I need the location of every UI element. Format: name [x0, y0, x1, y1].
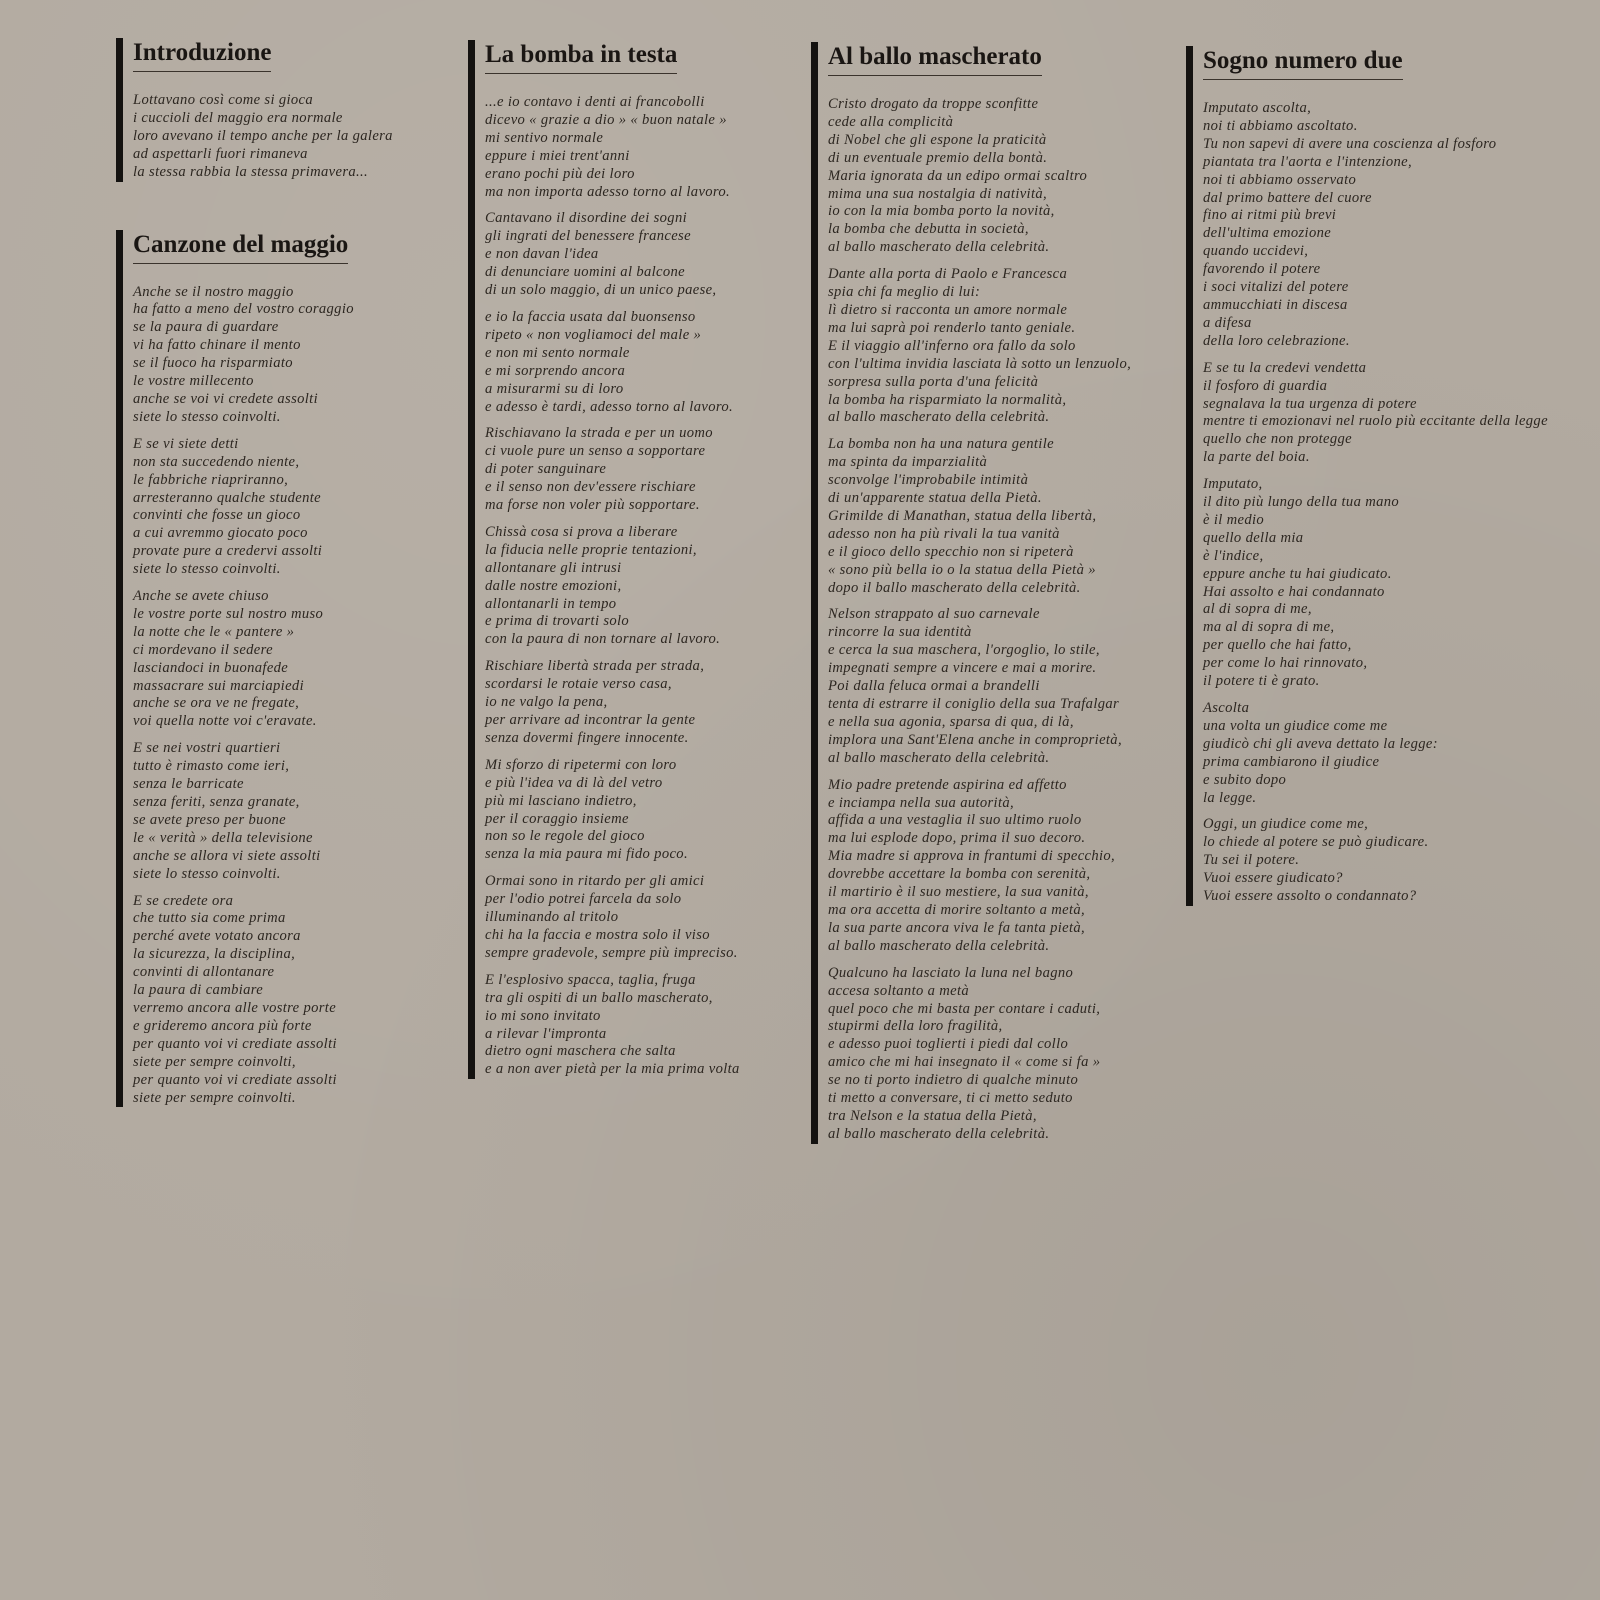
lyric-line: E il viaggio all'inferno ora fallo da solo — [828, 337, 1076, 354]
lyric-line: a misurarmi su di loro — [485, 380, 624, 397]
lyric-line: se il fuoco ha risparmiato — [133, 355, 293, 372]
lyric-line: rincorre la sua identità — [828, 624, 972, 641]
lyric-line: Ascolta — [1203, 700, 1250, 716]
lyric-line: e mi sorprendo ancora — [485, 362, 626, 379]
lyric-line: Mi sforzo di ripetermi con loro — [485, 756, 677, 773]
lyric-line: Imputato, — [1203, 476, 1263, 493]
lyric-line: Poi dalla feluca ormai a brandelli — [828, 678, 1040, 695]
lyric-line: una volta un giudice come me — [1203, 717, 1388, 734]
lyric-line: Tu sei il potere. — [1203, 852, 1300, 869]
lyric-line: siete per sempre coinvolti. — [133, 1089, 296, 1106]
stanza — [133, 740, 393, 883]
lyric-line: a difesa — [1203, 314, 1252, 331]
stanza — [133, 588, 393, 731]
lyric-line: dell'ultima emozione — [1203, 225, 1332, 242]
lyric-line: io mi sono invitato — [485, 1007, 601, 1024]
lyric-line: Cantavano il disordine dei sogni — [485, 210, 687, 227]
lyric-line: la legge. — [1203, 789, 1257, 806]
lyric-line: favorendo il potere — [1203, 261, 1321, 278]
lyric-line: « sono più bella io o la statua della Pietà » — [828, 561, 1096, 578]
song-title: Sogno numero due — [1203, 46, 1403, 80]
song-title: Canzone del maggio — [133, 230, 348, 264]
stanza — [1203, 360, 1548, 467]
lyric-line: Anche se il nostro maggio — [133, 283, 294, 300]
lyric-line: siete lo stesso coinvolti. — [133, 865, 281, 882]
lyric-line: ci mordevano il sedere — [133, 641, 273, 658]
lyric-line: chi ha la faccia e mostra solo il viso — [485, 926, 710, 943]
lyric-line: siete per sempre coinvolti, — [133, 1053, 296, 1070]
lyric-line: E se tu la credevi vendetta — [1203, 359, 1367, 376]
lyric-line: al ballo mascherato della celebrità. — [828, 1125, 1050, 1142]
lyric-line: la notte che le « pantere » — [133, 623, 295, 640]
lyric-line: anche se ora ve ne fregate, — [133, 695, 300, 712]
lyric-line: le vostre millecento — [133, 373, 254, 390]
lyric-line: al ballo mascherato della celebrità. — [828, 409, 1050, 426]
lyric-line: giudicò chi gli aveva dettato la legge: — [1203, 735, 1438, 752]
lyric-line: affida a una vestaglia il suo ultimo ruolo — [828, 812, 1082, 829]
lyric-line: dal primo battere del cuore — [1203, 189, 1372, 206]
lyric-line: dovrebbe accettare la bomba con serenità, — [828, 866, 1091, 883]
lyric-line: lasciandoci in buonafede — [133, 659, 289, 676]
lyric-line: quello della mia — [1203, 529, 1304, 546]
lyric-line: mi sentivo normale — [485, 129, 604, 146]
lyric-line: le fabbriche riapriranno, — [133, 471, 289, 488]
lyric-line: e a non aver pietà per la mia prima volta — [485, 1061, 740, 1078]
lyric-line: ha fatto a meno del vostro coraggio — [133, 301, 354, 318]
stanza — [485, 873, 740, 963]
lyric-line: tra Nelson e la statua della Pietà, — [828, 1107, 1037, 1124]
lyric-line: le vostre porte sul nostro muso — [133, 605, 324, 622]
lyric-line: ma al di sopra di me, — [1203, 619, 1335, 636]
lyric-line: scordarsi le rotaie verso casa, — [485, 676, 672, 693]
lyric-line: siete lo stesso coinvolti. — [133, 408, 281, 425]
lyric-line: ci vuole pure un senso a sopportare — [485, 443, 706, 460]
lyric-line: a cui avremmo giocato poco — [133, 525, 308, 542]
stanza — [485, 972, 740, 1079]
column-2 — [468, 40, 740, 1088]
lyric-line: e adesso puoi toglierti i piedi dal collo — [828, 1036, 1069, 1053]
lyric-line: i cuccioli del maggio era normale — [133, 109, 343, 126]
stanza — [133, 284, 393, 427]
lyric-line: e più l'idea va di là del vetro — [485, 774, 663, 791]
lyric-line: Rischiare libertà strada per strada, — [485, 658, 705, 675]
lyric-line: dietro ogni maschera che salta — [485, 1043, 676, 1060]
lyric-line: e cerca la sua maschera, l'orgoglio, lo stile, — [828, 642, 1100, 659]
lyric-line: che tutto sia come prima — [133, 910, 286, 927]
column-1 — [116, 38, 393, 1116]
lyric-line: accesa soltanto a metà — [828, 982, 970, 999]
lyric-line: senza feriti, senza granate, — [133, 794, 300, 810]
lyric-line: fino ai ritmi più brevi — [1203, 207, 1337, 224]
lyric-line: e subito dopo — [1203, 771, 1287, 788]
lyric-line: Grimilde di Manathan, statua della libertà, — [828, 507, 1097, 524]
lyric-line: al ballo mascherato della celebrità. — [828, 937, 1050, 954]
lyric-line: mima una sua nostalgia di natività, — [828, 185, 1047, 202]
lyric-line: E l'esplosivo spacca, taglia, fruga — [485, 971, 696, 988]
lyric-line: adesso non ha più rivali la tua vanità — [828, 525, 1060, 542]
stanza — [1203, 700, 1548, 807]
lyric-line: il martirio è il suo mestiere, la sua vanità, — [828, 884, 1089, 901]
lyric-line: allontanarli in tempo — [485, 595, 617, 612]
lyric-line: arresteranno qualche studente — [133, 489, 321, 506]
song-section — [116, 230, 393, 1108]
lyric-line: ad aspettarli fuori rimaneva — [133, 145, 308, 162]
lyric-line: la stessa rabbia la stessa primavera... — [133, 163, 368, 180]
lyric-line: Ormai sono in ritardo per gli amici — [485, 873, 705, 890]
lyric-line: Oggi, un giudice come me, — [1203, 816, 1369, 833]
lyric-line: è il medio — [1203, 511, 1265, 528]
lyric-line: Maria ignorata da un edipo ormai scaltro — [828, 167, 1088, 184]
lyric-line: la bomba ha risparmiato la normalità, — [828, 391, 1067, 408]
lyric-line: lì dietro si racconta un amore normale — [828, 301, 1068, 318]
lyric-line: per quello che hai fatto, — [1203, 637, 1352, 654]
lyric-line: La bomba non ha una natura gentile — [828, 436, 1054, 453]
lyric-line: di un'apparente statua della Pietà. — [828, 490, 1042, 507]
lyric-line: per arrivare ad incontrar la gente — [485, 712, 696, 728]
lyric-line: al di sopra di me, — [1203, 601, 1312, 618]
lyric-line: Vuoi essere giudicato? — [1203, 870, 1343, 887]
song-title: Al ballo mascherato — [828, 42, 1042, 76]
lyric-line: sorpresa sulla porta d'una felicità — [828, 373, 1039, 390]
lyric-line: Tu non sapevi di avere una coscienza al fosforo — [1203, 135, 1497, 152]
lyric-line: vi ha fatto chinare il mento — [133, 337, 301, 354]
stanza — [485, 658, 740, 748]
lyric-line: per il coraggio insieme — [485, 810, 629, 827]
lyric-line: e non mi sento normale — [485, 344, 630, 361]
stanza — [828, 96, 1131, 257]
lyric-line: la sua parte ancora viva le fa tanta pietà, — [828, 919, 1086, 936]
lyric-line: gli ingrati del benessere francese — [485, 228, 691, 245]
lyric-line: E se credete ora — [133, 892, 234, 909]
lyric-line: tutto è rimasto come ieri, — [133, 758, 290, 775]
lyric-line: senza le barricate — [133, 776, 244, 793]
lyric-line: spia chi fa meglio di lui: — [828, 284, 981, 301]
lyric-line: con la paura di non tornare al lavoro. — [485, 631, 721, 648]
lyric-line: e adesso è tardi, adesso torno al lavoro. — [485, 398, 733, 415]
lyric-line: loro avevano il tempo anche per la galera — [133, 127, 393, 144]
lyric-line: eppure anche tu hai giudicato. — [1203, 565, 1392, 582]
stanza — [828, 606, 1131, 767]
lyric-line: siete lo stesso coinvolti. — [133, 561, 281, 578]
lyric-line: quello che non protegge — [1203, 431, 1352, 448]
lyric-line: Cristo drogato da troppe sconfitte — [828, 96, 1039, 112]
lyric-line: perché avete votato ancora — [133, 928, 301, 945]
lyric-line: ma non importa adesso torno al lavoro. — [485, 183, 731, 200]
lyric-line: convinti di allontanare — [133, 964, 275, 981]
lyric-line: di un eventuale premio della bontà. — [828, 149, 1048, 166]
lyric-line: dicevo « grazie a dio » « buon natale » — [485, 111, 727, 128]
lyric-line: ma forse non voler più sopportare. — [485, 497, 700, 514]
lyric-line: Mia madre si approva in frantumi di specchio, — [828, 848, 1116, 865]
lyric-line: E se vi siete detti — [133, 435, 239, 452]
lyric-line: implora una Sant'Elena anche in comproprietà, — [828, 731, 1122, 748]
lyric-line: stupirmi della loro fragilità, — [828, 1018, 1003, 1035]
lyric-line: per quanto voi vi crediate assolti — [133, 1035, 337, 1052]
lyric-line: tenta di estrarre il coniglio della sua Trafalgar — [828, 696, 1120, 712]
stanza — [485, 757, 740, 864]
lyric-line: dopo il ballo mascherato della celebrità. — [828, 579, 1081, 596]
lyric-line: se la paura di guardare — [133, 319, 279, 336]
lyric-line: al ballo mascherato della celebrità. — [828, 239, 1050, 256]
lyric-line: della loro celebrazione. — [1203, 332, 1350, 349]
lyric-line: Mio padre pretende aspirina ed affetto — [828, 776, 1067, 793]
lyric-line: ma spinta da imparzialità — [828, 454, 988, 471]
lyric-line: per l'odio potrei farcela da solo — [485, 891, 682, 908]
lyric-line: la sicurezza, la disciplina, — [133, 946, 296, 963]
lyric-line: prima cambiarono il giudice — [1203, 753, 1380, 770]
lyric-line: cede alla complicità — [828, 113, 954, 130]
lyric-line: non so le regole del gioco — [485, 828, 645, 845]
stanza — [133, 92, 393, 182]
column-3 — [811, 42, 1131, 1153]
lyric-line: impegnati sempre a vincere e mai a morire. — [828, 660, 1097, 677]
lyric-line: al ballo mascherato della celebrità. — [828, 749, 1050, 766]
lyric-line: e inciampa nella sua autorità, — [828, 794, 1015, 811]
lyric-line: e io la faccia usata dal buonsenso — [485, 308, 696, 325]
lyric-line: quel poco che mi basta per contare i caduti, — [828, 1000, 1101, 1017]
song-title: La bomba in testa — [485, 40, 677, 74]
lyric-line: e prima di trovarti solo — [485, 613, 630, 630]
lyric-line: noi ti abbiamo osservato — [1203, 171, 1357, 188]
lyric-line: il fosforo di guardia — [1203, 377, 1328, 394]
lyric-line: la paura di cambiare — [133, 982, 264, 999]
lyric-line: ammucchiati in discesa — [1203, 296, 1348, 313]
lyric-line: allontanare gli intrusi — [485, 559, 622, 576]
song-section — [811, 42, 1131, 1144]
lyric-line: illuminando al tritolo — [485, 909, 619, 926]
lyric-line: le « verità » della televisione — [133, 829, 313, 846]
stanza — [828, 965, 1131, 1144]
lyric-line: anche se voi vi credete assolti — [133, 390, 318, 407]
lyric-line: anche se allora vi siete assolti — [133, 847, 321, 864]
lyric-line: Vuoi essere assolto o condannato? — [1203, 888, 1417, 905]
lyric-line: noi ti abbiamo ascoltato. — [1203, 117, 1358, 134]
stanza — [1203, 100, 1548, 351]
lyric-line: più mi lasciano indietro, — [485, 792, 637, 809]
stanza — [133, 436, 393, 579]
lyric-line: e nella sua agonia, sparsa di qua, di là, — [828, 713, 1074, 730]
lyric-line: il dito più lungo della tua mano — [1203, 494, 1400, 511]
stanza — [828, 266, 1131, 427]
lyric-line: Rischiavano la strada e per un uomo — [485, 425, 713, 442]
lyric-line: io con la mia bomba porto la novità, — [828, 203, 1055, 220]
lyric-line: voi quella notte voi c'eravate. — [133, 713, 317, 730]
lyric-line: Nelson strappato al suo carnevale — [828, 606, 1040, 623]
lyric-line: massacrare sui marciapiedi — [133, 677, 304, 694]
lyric-line: Anche se avete chiuso — [133, 588, 269, 605]
lyric-line: e il gioco dello specchio non si ripeterà — [828, 543, 1074, 560]
lyric-line: quando uccidevi, — [1203, 243, 1309, 260]
lyric-line: non sta succedendo niente, — [133, 453, 300, 470]
lyric-line: erano pochi più dei loro — [485, 165, 635, 182]
lyric-line: e non davan l'idea — [485, 246, 599, 263]
lyric-line: la fiducia nelle proprie tentazioni, — [485, 541, 697, 558]
song-section — [116, 38, 393, 182]
lyric-line: di denunciare uomini al balcone — [485, 264, 685, 281]
lyric-line: E se nei vostri quartieri — [133, 740, 281, 757]
lyric-line: Chissà cosa si prova a liberare — [485, 523, 678, 540]
stanza — [828, 777, 1131, 956]
lyric-line: dalle nostre emozioni, — [485, 577, 622, 594]
lyric-line: ma lui esplode dopo, prima il suo decoro. — [828, 830, 1086, 847]
lyric-line: ma ora accetta di morire soltanto a metà, — [828, 901, 1086, 918]
lyric-line: piantata tra l'aorta e l'intenzione, — [1203, 153, 1412, 170]
lyric-line: Hai assolto e hai condannato — [1203, 583, 1385, 600]
lyric-line: mentre ti emozionavi nel ruolo più eccitante della legge — [1203, 413, 1548, 430]
lyric-line: ripeto « non vogliamoci del male » — [485, 326, 702, 343]
lyric-line: verremo ancora alle vostre porte — [133, 999, 337, 1016]
lyric-line: la parte del boia. — [1203, 449, 1310, 466]
lyric-line: di poter sanguinare — [485, 461, 607, 478]
lyric-line: senza la mia paura mi fido poco. — [485, 846, 688, 863]
stanza — [485, 425, 740, 515]
lyric-line: di un solo maggio, di un unico paese, — [485, 282, 717, 299]
lyric-line: per quanto voi vi crediate assolti — [133, 1071, 337, 1088]
lyric-line: lo chiede al potere se può giudicare. — [1203, 834, 1429, 851]
lyric-line: e il senso non dev'essere rischiare — [485, 479, 696, 496]
lyric-line: senza dovermi fingere innocente. — [485, 729, 689, 746]
stanza — [1203, 476, 1548, 691]
lyric-line: Dante alla porta di Paolo e Francesca — [828, 266, 1068, 283]
lyric-line: convinti che fosse un gioco — [133, 507, 301, 524]
lyric-line: Lottavano così come si gioca — [133, 92, 314, 108]
stanza — [485, 524, 740, 649]
lyric-line: per come lo hai rinnovato, — [1203, 655, 1368, 672]
stanza — [828, 436, 1131, 597]
lyric-line: se avete preso per buone — [133, 811, 286, 828]
lyric-line: Imputato ascolta, — [1203, 100, 1312, 116]
song-section — [1186, 46, 1548, 906]
lyric-line: Qualcuno ha lasciato la luna nel bagno — [828, 964, 1074, 981]
lyric-line: ...e io contavo i denti ai francobolli — [485, 94, 705, 110]
lyric-line: è l'indice, — [1203, 547, 1264, 564]
lyric-line: tra gli ospiti di un ballo mascherato, — [485, 989, 713, 1006]
song-section — [468, 40, 740, 1079]
stanza — [485, 94, 740, 201]
lyric-line: il potere ti è grato. — [1203, 673, 1320, 690]
lyric-line: amico che mi hai insegnato il « come si fa » — [828, 1054, 1101, 1071]
column-4 — [1186, 46, 1548, 915]
lyric-line: sempre gradevole, sempre più impreciso. — [485, 944, 738, 961]
lyric-line: ti metto a conversare, ti ci metto seduto — [828, 1090, 1073, 1107]
lyric-line: io ne valgo la pena, — [485, 694, 608, 711]
lyric-line: la bomba che debutta in società, — [828, 221, 1029, 238]
lyric-line: di Nobel che gli espone la praticità — [828, 131, 1047, 148]
lyric-line: con l'ultima invidia lasciata là sotto un lenzuolo, — [828, 355, 1132, 372]
lyric-line: sconvolge l'improbabile intimità — [828, 472, 1029, 489]
stanza — [485, 309, 740, 416]
lyric-line: e grideremo ancora più forte — [133, 1017, 312, 1034]
lyric-line: a rilevar l'impronta — [485, 1025, 607, 1042]
lyric-line: i soci vitalizi del potere — [1203, 279, 1349, 296]
lyric-line: segnalava la tua urgenza di potere — [1203, 395, 1417, 412]
stanza — [133, 893, 393, 1108]
lyric-line: provate pure a credervi assolti — [133, 543, 323, 560]
stanza — [1203, 816, 1548, 906]
lyric-line: se no ti porto indietro di qualche minuto — [828, 1072, 1079, 1089]
stanza — [485, 210, 740, 300]
song-title: Introduzione — [133, 38, 271, 72]
lyric-line: ma lui saprà poi renderlo tanto geniale. — [828, 319, 1076, 336]
lyric-line: eppure i miei trent'anni — [485, 147, 630, 164]
